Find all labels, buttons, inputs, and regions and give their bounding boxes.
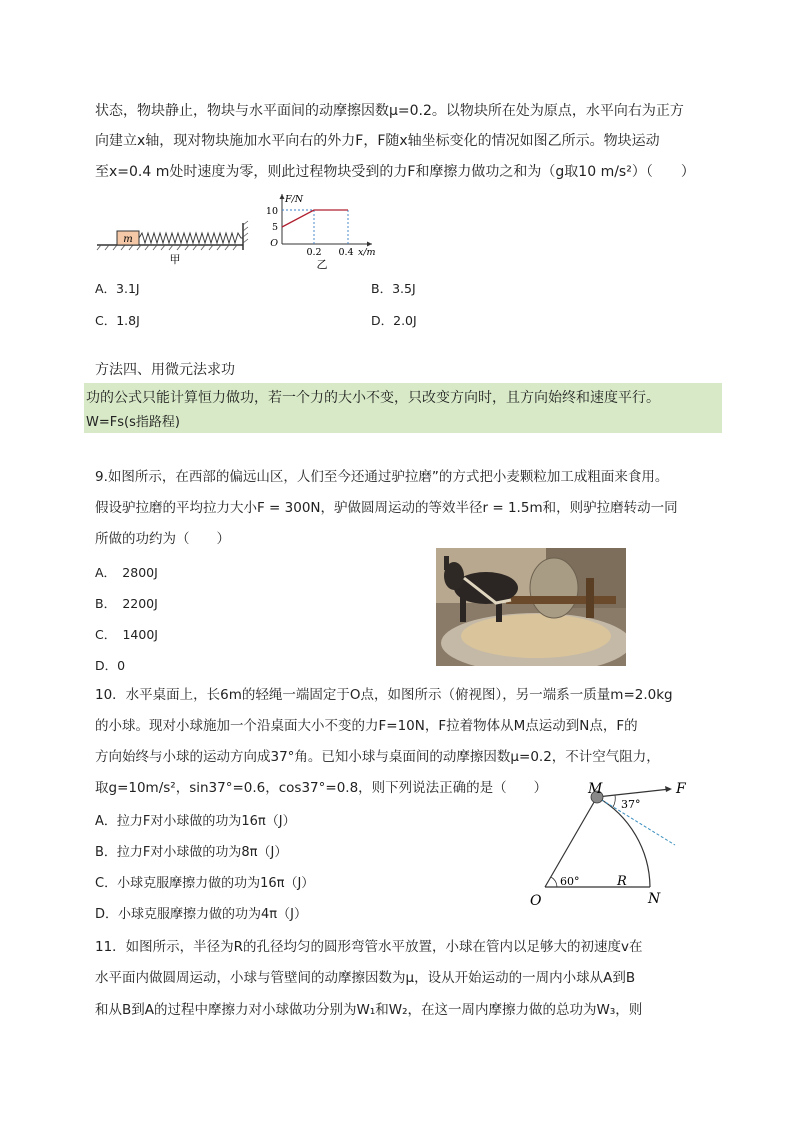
x-axis-arrow (367, 242, 372, 247)
label-N: N (648, 891, 661, 907)
tick-5: 5 (271, 222, 278, 233)
q8-line-1: 状态，物块静止，物块与水平面间的动摩擦因数μ=0.2。以物块所在处为原点，水平向右为正方 (95, 103, 684, 119)
q11-line-3: 和从B到A的过程中摩擦力对小球做功分别为W₁和W₂，在这一周内摩擦力做的总功为W₃，则 (95, 1002, 643, 1018)
q10-line-4: 取g=10m/s²，sin37°=0.6，cos37°=0.8，则下列说法正确的是（ ） (95, 780, 548, 796)
q10-option-d[interactable]: D．小球克服摩擦力做的功为4π（J） (95, 907, 307, 922)
label-R: R (617, 874, 627, 889)
caption-jia: 甲 (169, 253, 181, 265)
q10-line-3: 方向始终与小球的运动方向成37°角。已知小球与桌面间的动摩擦因数μ=0.2，不计空气阻力， (95, 749, 660, 765)
q8-option-c[interactable]: C．1.8J (95, 313, 140, 328)
q10-option-c[interactable]: C．小球克服摩擦力做的功为16π（J） (95, 876, 315, 891)
caption-yi: 乙 (316, 258, 328, 270)
spring (139, 233, 243, 243)
origin-label: O (270, 238, 278, 249)
method4-tip-box (84, 383, 722, 433)
force-line (282, 210, 348, 227)
q9-option-a[interactable]: A． 2800J (95, 565, 158, 580)
tick-10: 10 (265, 206, 278, 217)
force-F-line (597, 789, 670, 797)
q8-option-d[interactable]: D．2.0J (371, 313, 417, 328)
q10-line-1: 10．水平桌面上，长6m的轻绳一端固定于O点，如图所示（俯视图），另一端系一质量m=2.0kg (95, 687, 673, 703)
mill-drawing (436, 548, 626, 666)
x-axis-label: x/m (358, 247, 376, 258)
block-label: m (123, 234, 133, 245)
tick-0.4: 0.4 (338, 247, 354, 258)
tip-line-1: 功的公式只能计算恒力做功，若一个力的大小不变，只改变方向时，且方向始终和速度平行。 (86, 390, 660, 406)
q9-line-2: 假设驴拉磨的平均拉力大小F = 300N，驴做圆周运动的等效半径r = 1.5m和，则驴拉磨转动一同 (95, 500, 678, 516)
figure-jia-spring (95, 195, 255, 265)
q11-line-2: 水平面内做圆周运动，小球与管壁间的动摩擦因数为μ，设从开始运动的一周内小球从A到B (95, 970, 636, 986)
donkey-mill-photo (436, 548, 626, 666)
tip-line-2: W=Fs(s指路程) (86, 415, 180, 430)
force-F-arrow (665, 786, 672, 792)
label-60: 60° (560, 875, 580, 888)
q8-option-b[interactable]: B．3.5J (371, 281, 416, 296)
radius-OM (545, 797, 597, 887)
figure-yi-graph (262, 190, 382, 270)
q11-line-1: 11．如图所示，半径为R的孔径均匀的圆形弯管水平放置，小球在管内以足够大的初速度v在 (95, 939, 643, 955)
y-axis-arrow (280, 194, 285, 199)
label-F: F (676, 781, 686, 797)
q8-line-2: 向建立x轴，现对物块施加水平向右的外力F，F随x轴坐标变化的情况如图乙所示。物块运动 (95, 133, 660, 149)
label-M: M (588, 781, 603, 797)
q10-figure (520, 775, 700, 915)
method4-heading: 方法四、用微元法求功 (95, 362, 235, 378)
q10-option-a[interactable]: A．拉力F对小球做的功为16π（J） (95, 814, 296, 829)
q9-line-3: 所做的功约为（ ） (95, 531, 230, 547)
tick-0.2: 0.2 (306, 247, 322, 258)
q8-option-a[interactable]: A．3.1J (95, 281, 140, 296)
label-37: 37° (621, 798, 641, 811)
y-axis-label: F/N (285, 194, 304, 205)
label-O: O (530, 893, 542, 909)
q10-option-b[interactable]: B．拉力F对小球做的功为8π（J） (95, 845, 288, 860)
q10-line-2: 的小球。现对小球施加一个沿桌面大小不变的力F=10N，F拉着物体从M点运动到N点，F的 (95, 718, 638, 734)
q9-option-b[interactable]: B． 2200J (95, 596, 158, 611)
q8-line-3: 至x=0.4 m处时速度为零，则此过程物块受到的力F和摩擦力做功之和为（g取10 m/s²）（ ） (95, 164, 695, 180)
q9-option-d[interactable]: D．0 (95, 658, 126, 673)
angle-60-arc (551, 877, 557, 887)
angle-37-arc (613, 795, 615, 807)
q9-option-c[interactable]: C． 1400J (95, 627, 158, 642)
q9-line-1: 9.如图所示，在西部的偏远山区，人们至今还通过驴拉磨”的方式把小麦颗粒加工成粗面来食用。 (95, 469, 669, 485)
